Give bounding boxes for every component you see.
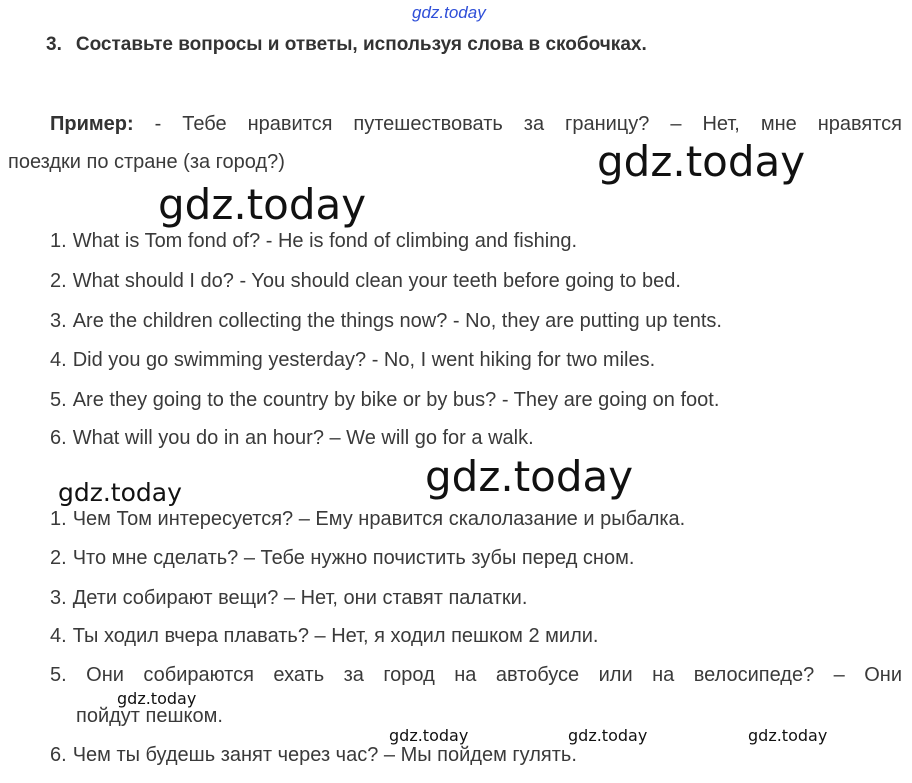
item-text: What should I do? - You should clean your teeth before going to bed.: [72, 270, 681, 292]
watermark-g: gdz.today: [568, 726, 648, 745]
watermark-a: gdz.today: [597, 137, 806, 186]
watermark-top: gdz.today: [412, 3, 486, 22]
english-item-1: [50, 230, 577, 253]
item-text: Чем Том интересуется? – Ему нравится скалолазание и рыбалка.: [72, 508, 686, 530]
item-text: What is Tom fond of? - He is fond of climbing and fishing.: [72, 230, 578, 252]
watermark-f: gdz.today: [389, 726, 469, 745]
item-number: 5.: [50, 664, 67, 686]
item-text: Что мне сделать? – Тебе нужно почистить зубы перед сном.: [72, 547, 635, 569]
watermark-d: gdz.today: [58, 478, 182, 507]
item-number: 4.: [50, 349, 67, 371]
item-text: What will you do in an hour? – We will go for a walk.: [72, 427, 534, 449]
item-number: 1.: [50, 230, 67, 252]
english-item-2: [50, 270, 681, 293]
example-text-1: - Тебе нравится путешествовать за границу? – Нет, мне нравятся: [154, 113, 902, 135]
item-number: 1.: [50, 508, 67, 530]
item-number: 3.: [50, 310, 67, 332]
english-item-5: [50, 389, 719, 412]
item-text: Чем ты будешь занят через час? – Мы пойдем гулять.: [72, 744, 577, 766]
item-number: 2.: [50, 547, 67, 569]
english-item-6: [50, 427, 534, 450]
item-text: Did you go swimming yesterday? - No, I went hiking for two miles.: [72, 349, 656, 371]
item-number: 6.: [50, 427, 67, 449]
item-number: 2.: [50, 270, 67, 292]
item-number: 3.: [50, 587, 67, 609]
russian-item-5-cont: пойдут пешком.: [76, 705, 223, 727]
task-number: 3.: [46, 34, 62, 55]
russian-item-2: [50, 547, 634, 570]
item-text: Они собираются ехать за город на автобусе или на велосипеде? – Они: [86, 664, 903, 686]
item-number: 5.: [50, 389, 67, 411]
russian-item-5: [50, 664, 902, 687]
item-number: 4.: [50, 625, 67, 647]
item-text: Are the children collecting the things now? - No, they are putting up tents.: [72, 310, 722, 332]
task-header: [46, 34, 647, 56]
watermark-h: gdz.today: [748, 726, 828, 745]
watermark-c: gdz.today: [425, 452, 634, 501]
english-item-3: [50, 310, 722, 333]
item-text: Дети собирают вещи? – Нет, они ставят палатки.: [72, 587, 528, 609]
russian-item-4: [50, 625, 598, 648]
example-line-1: [50, 113, 902, 136]
item-text: Are they going to the country by bike or by bus? - They are going on foot.: [72, 389, 720, 411]
watermark-b: gdz.today: [158, 180, 367, 229]
example-label: Пример:: [50, 113, 134, 135]
example-line-2: поездки по стране (за город?): [8, 151, 285, 173]
watermark-e: gdz.today: [117, 689, 197, 708]
english-item-4: [50, 349, 655, 372]
russian-item-3: [50, 587, 527, 610]
item-number: 6.: [50, 744, 67, 766]
task-title: Составьте вопросы и ответы, используя слова в скобочках.: [75, 34, 647, 55]
russian-item-1: [50, 508, 685, 531]
russian-item-6: [50, 744, 577, 767]
item-text: Ты ходил вчера плавать? – Нет, я ходил пешком 2 мили.: [72, 625, 599, 647]
